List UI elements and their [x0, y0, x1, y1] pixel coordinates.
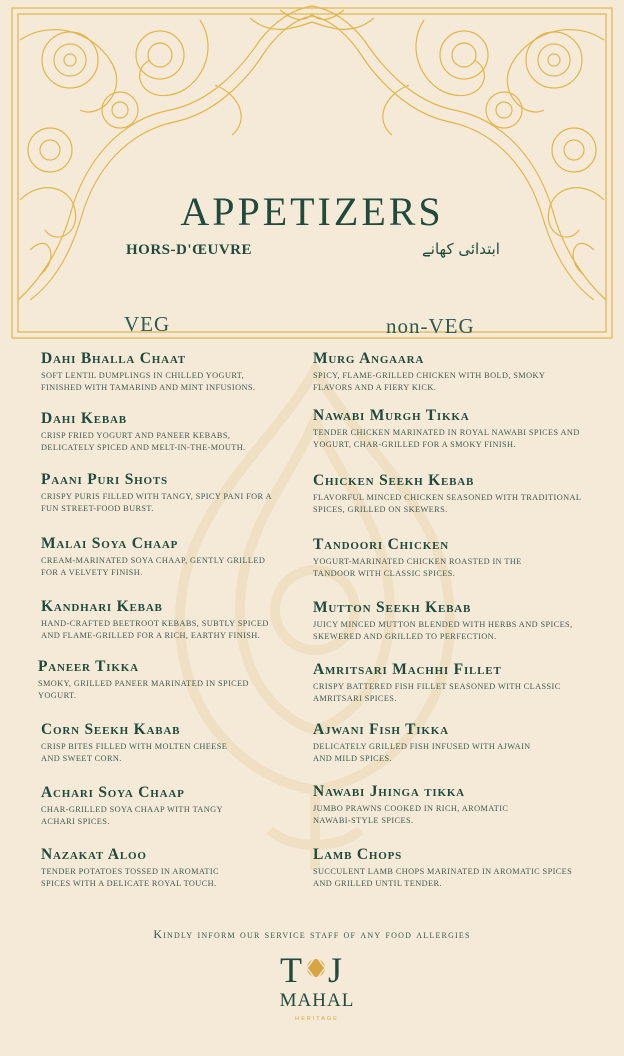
- menu-item: [313, 536, 588, 579]
- menu-item: [41, 535, 291, 578]
- menu-item-name: Lamb Chops: [313, 846, 403, 863]
- menu-item: [41, 598, 291, 641]
- menu-item-name: Amritsari Machhi Fillet: [313, 661, 502, 678]
- page-title: APPETIZERS: [180, 189, 444, 234]
- menu-item-name: Kandhari Kebab: [41, 598, 163, 615]
- menu-item: [313, 721, 588, 764]
- menu-item-description: CRISPY BATTERED FISH FILLET SEASONED WITH CLASSIC AMRITSARI SPICES.: [313, 682, 561, 703]
- menu-item-description: SMOKY, GRILLED PANEER MARINATED IN SPICED YOGURT.: [38, 679, 249, 700]
- menu-item: [313, 472, 588, 515]
- menu-item-name: Malai Soya Chaap: [41, 535, 179, 552]
- nonveg-column-heading: non-VEG: [386, 314, 475, 338]
- menu-item: [313, 407, 588, 450]
- menu-item-name: Nazakat Aloo: [41, 846, 147, 863]
- menu-item-description: SUCCULENT LAMB CHOPS MARINATED IN AROMATIC SPICES AND GRILLED UNTIL TENDER.: [313, 867, 573, 888]
- menu-item: [41, 784, 291, 827]
- menu-item: [38, 658, 288, 701]
- menu-item-description: CRISPY PURIS FILLED WITH TANGY, SPICY PANI FOR A FUN STREET-FOOD BURST.: [41, 492, 272, 513]
- menu-item: [313, 846, 588, 889]
- menu-item-name: Mutton Seekh Kebab: [313, 599, 472, 616]
- logo-tagline: HERITAGE: [295, 1016, 339, 1022]
- menu-item-description: FLAVORFUL MINCED CHICKEN SEASONED WITH TRADITIONAL SPICES, GRILLED ON SKEWERS.: [313, 493, 582, 514]
- menu-item: [313, 783, 588, 826]
- menu-item: [41, 410, 291, 453]
- menu-item-description: YOGURT-MARINATED CHICKEN ROASTED IN THE TANDOOR WITH CLASSIC SPICES.: [313, 557, 522, 578]
- menu-item: [313, 661, 588, 704]
- allergy-notice: Kindly inform our service staff of any food allergies: [153, 927, 471, 941]
- menu-item-name: Achari Soya Chaap: [41, 784, 185, 801]
- menu-item-description: SOFT LENTIL DUMPLINGS IN CHILLED YOGURT, FINISHED WITH TAMARIND AND MINT INFUSIONS.: [41, 371, 256, 392]
- menu-item-description: CHAR-GRILLED SOYA CHAAP WITH TANGY ACHARI SPICES.: [41, 805, 223, 826]
- menu-item-description: JUICY MINCED MUTTON BLENDED WITH HERBS AND SPICES, SKEWERED AND GRILLED TO PERFECTION.: [313, 620, 573, 641]
- subtitle-urdu: ابتدائی کھانے: [422, 240, 500, 258]
- menu-item-description: SPICY, FLAME-GRILLED CHICKEN WITH BOLD, SMOKY FLAVORS AND A FIERY KICK.: [313, 371, 546, 392]
- menu-item-description: HAND-CRAFTED BEETROOT KEBABS, SUBTLY SPICED AND FLAME-GRILLED FOR A RICH, EARTHY FINISH.: [41, 619, 269, 640]
- taj-mahal-heritage-logo: [262, 948, 372, 1028]
- menu-item-name: Nawabi Jhinga tikka: [313, 783, 465, 800]
- menu-item: [41, 471, 291, 514]
- logo-letter-j: J: [328, 950, 343, 990]
- menu-item-name: Tandoori Chicken: [313, 536, 449, 553]
- menu-item-description: CREAM-MARINATED SOYA CHAAP, GENTLY GRILLED FOR A VELVETY FINISH.: [41, 556, 266, 577]
- ornamental-arch-border: [0, 0, 624, 345]
- menu-item-name: Dahi Bhalla Chaat: [41, 350, 186, 367]
- menu-item-name: Corn Seekh Kabab: [41, 721, 181, 738]
- menu-item-name: Chicken Seekh Kebab: [313, 472, 475, 489]
- menu-item-name: Paani Puri Shots: [41, 471, 168, 488]
- menu-item-description: JUMBO PRAWNS COOKED IN RICH, AROMATIC NAWABI-STYLE SPICES.: [313, 804, 509, 825]
- menu-item-description: TENDER POTATOES TOSSED IN AROMATIC SPICES WITH A DELICATE ROYAL TOUCH.: [41, 867, 219, 888]
- logo-emblem-icon: [307, 956, 325, 980]
- menu-item-description: DELICATELY GRILLED FISH INFUSED WITH AJWAIN AND MILD SPICES.: [313, 742, 531, 763]
- logo-wordmark: MAHAL: [279, 990, 355, 1011]
- menu-item-name: Murg Angaara: [313, 350, 425, 367]
- menu-item-name: Dahi Kebab: [41, 410, 127, 427]
- menu-item-name: Ajwani Fish Tikka: [313, 721, 449, 738]
- veg-column-heading: VEG: [124, 312, 171, 336]
- menu-item: [41, 350, 291, 393]
- logo-letter-t: T: [280, 950, 302, 990]
- menu-item-name: Nawabi Murgh Tikka: [313, 407, 470, 424]
- menu-item: [41, 846, 291, 889]
- menu-item: [313, 350, 588, 393]
- menu-item-description: CRISP FRIED YOGURT AND PANEER KEBABS, DELICATELY SPICED AND MELT-IN-THE-MOUTH.: [41, 431, 246, 452]
- menu-item: [313, 599, 588, 642]
- menu-item: [41, 721, 291, 764]
- menu-item-description: CRISP BITES FILLED WITH MOLTEN CHEESE AND SWEET CORN.: [41, 742, 228, 763]
- menu-item-description: TENDER CHICKEN MARINATED IN ROYAL NAWABI SPICES AND YOGURT, CHAR-GRILLED FOR A SMOKY FINISH.: [313, 428, 580, 449]
- menu-item-name: Paneer Tikka: [38, 658, 139, 675]
- subtitle-french: HORS-D'ŒUVRE: [126, 242, 253, 258]
